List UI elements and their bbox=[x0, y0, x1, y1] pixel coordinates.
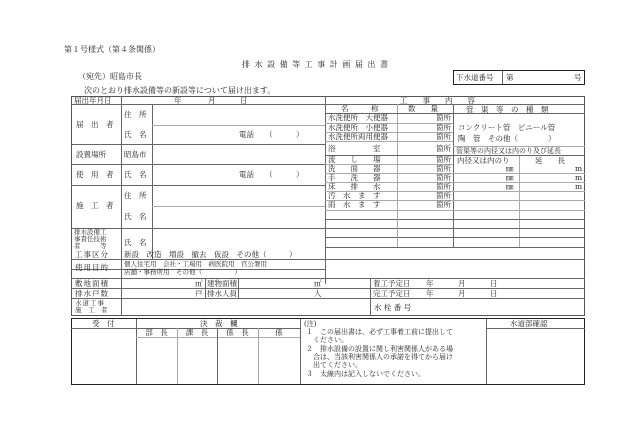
note-3: ３ 太線内は記入しないでください。 bbox=[306, 370, 425, 378]
fixture-unit: 箇所 bbox=[436, 144, 451, 153]
building-area-label: 建物面積 bbox=[207, 279, 237, 288]
form-number: 第１号様式（第４条関係） bbox=[64, 45, 160, 54]
households-unit: 戸 bbox=[195, 289, 203, 298]
site-area-label: 敷地面積 bbox=[75, 279, 109, 288]
col-name: 名 称 bbox=[341, 104, 379, 113]
fixture-name: 手 洗 器 bbox=[328, 173, 381, 182]
intro-text: 次のとおり排水設備等の新設等について届け出ます。 bbox=[84, 86, 276, 95]
addressee: （宛先）昭島市長 bbox=[78, 72, 142, 81]
fixture-qty-input[interactable] bbox=[398, 182, 434, 191]
page-title: 排 水 設 備 等 工 事 計 画 届 出 書 bbox=[242, 60, 389, 69]
fixture-unit: 箇所 bbox=[436, 132, 451, 141]
col-qty: 数 量 bbox=[408, 104, 438, 113]
fixture-name: 流 し 場 bbox=[328, 155, 381, 164]
paren-close: ） bbox=[296, 130, 304, 139]
fixture-name: 汚 水 ま す bbox=[328, 191, 381, 200]
paren-open: （ bbox=[265, 130, 273, 139]
approver-section-head: 課 長 bbox=[185, 328, 209, 337]
fixture-qty-input[interactable] bbox=[398, 123, 434, 132]
fixture-name: 水洗便所 大便器 bbox=[328, 113, 388, 122]
purpose-label: 使用目的 bbox=[75, 263, 109, 272]
col-pipe-type: 管 渠 等 の 種 類 bbox=[466, 105, 549, 114]
engineer-label-1: 排水設備工 bbox=[74, 228, 107, 236]
approver-staff: 係 bbox=[275, 328, 283, 337]
applicant-name-label: 氏 名 bbox=[124, 130, 147, 139]
fixture-qty-input[interactable] bbox=[398, 132, 434, 141]
engineer-label-3: 者 等 bbox=[74, 242, 107, 250]
note-2c: 出てください。 bbox=[306, 361, 362, 369]
fixture-name: 雨 水 ま す bbox=[328, 200, 381, 209]
note-2a: ２ 排水設備の設置に関し利害関係人がある場 bbox=[306, 345, 453, 353]
start-month[interactable]: 月 bbox=[458, 279, 466, 288]
fixture-qty-input[interactable] bbox=[398, 173, 434, 182]
persons-label: 排水人員 bbox=[207, 289, 237, 298]
date-label: 届出年月日 bbox=[74, 96, 112, 105]
sewer-number-suffix: 号 bbox=[574, 73, 582, 82]
pipe-types-1[interactable]: コンクリート管 ビニール管 bbox=[458, 123, 556, 132]
water-dept-label: 水道部確認 bbox=[510, 319, 548, 328]
end-month[interactable]: 月 bbox=[458, 289, 466, 298]
unit-m: m bbox=[575, 164, 583, 173]
work-type-options[interactable]: 新設 改造 増設 撤去 仮設 その他（ ） bbox=[124, 250, 297, 259]
date-month[interactable]: 月 bbox=[208, 96, 216, 105]
fixture-unit: 箇所 bbox=[436, 123, 451, 132]
col-length: 延 長 bbox=[535, 156, 565, 165]
approver-dept-head: 部 長 bbox=[145, 328, 168, 337]
contractor-address-label: 住 所 bbox=[124, 191, 147, 200]
paren-close: ） bbox=[296, 170, 304, 179]
pipe-types-2[interactable]: 陶 管 その他（ ） bbox=[458, 134, 556, 143]
fixture-name: 床 排 水 bbox=[328, 182, 381, 191]
engineer-label-2: 事責任技術 bbox=[74, 235, 107, 243]
unit-m: m bbox=[575, 173, 583, 182]
building-area-unit: ㎡ bbox=[314, 279, 322, 288]
date-year[interactable]: 年 bbox=[174, 96, 182, 105]
start-year[interactable]: 年 bbox=[426, 279, 434, 288]
approver-chief: 係 長 bbox=[226, 328, 249, 337]
persons-unit: 人 bbox=[314, 289, 322, 298]
start-day[interactable]: 日 bbox=[490, 279, 498, 288]
applicant-label: 届 出 者 bbox=[76, 120, 114, 129]
notes-title: (注) bbox=[304, 320, 317, 328]
date-day[interactable]: 日 bbox=[240, 96, 248, 105]
unit-mm: ㎜ bbox=[506, 164, 514, 173]
unit-m: m bbox=[575, 182, 583, 191]
fixture-name: 浴 室 bbox=[328, 144, 381, 153]
diameter-header: 管渠等の内径又は内のり及び延長 bbox=[456, 147, 561, 155]
contractor-name-label: 氏 名 bbox=[124, 212, 147, 221]
fixture-name: 洗 面 器 bbox=[328, 164, 381, 173]
start-date-label: 着工予定日 bbox=[373, 279, 411, 288]
sewer-number-label: 下水道番号 bbox=[456, 73, 494, 82]
unit-mm: ㎜ bbox=[506, 182, 514, 191]
fixture-unit: 箇所 bbox=[436, 173, 451, 182]
fixture-qty-input[interactable] bbox=[398, 191, 434, 200]
fixture-qty-input[interactable] bbox=[398, 144, 434, 155]
fixture-unit: 箇所 bbox=[436, 164, 451, 173]
contractor-label: 施 工 者 bbox=[76, 201, 114, 210]
location-label: 設置場所 bbox=[76, 150, 106, 159]
fixture-name: 水洗便所 小便器 bbox=[328, 123, 388, 132]
col-diameter: 内径又は内のり bbox=[457, 156, 510, 165]
water-contractor-label-1: 水道工事 bbox=[75, 299, 105, 307]
fixture-qty-input[interactable] bbox=[398, 164, 434, 173]
fixture-qty-input[interactable] bbox=[398, 113, 434, 123]
fixture-unit: 箇所 bbox=[436, 155, 451, 164]
note-1a: １ この届出書は、必ず工事着工前に提出して bbox=[306, 328, 453, 336]
user-name-label: 氏 名 bbox=[124, 170, 147, 179]
end-date-label: 完工予定日 bbox=[373, 289, 411, 298]
fixture-name: 水洗便所両用便器 bbox=[328, 132, 388, 141]
receipt-label: 受 付 bbox=[92, 319, 115, 328]
sewer-number-prefix[interactable]: 第 bbox=[506, 73, 514, 82]
fixture-qty-input[interactable] bbox=[398, 155, 434, 164]
fixture-unit: 箇所 bbox=[436, 200, 451, 209]
fixture-unit: 箇所 bbox=[436, 113, 451, 122]
applicant-address-label: 住 所 bbox=[124, 110, 147, 119]
unit-mm: ㎜ bbox=[506, 173, 514, 182]
water-contractor-label-2: 施 工 者 bbox=[75, 306, 108, 314]
end-year[interactable]: 年 bbox=[426, 289, 434, 298]
work-type-label: 工事区分 bbox=[75, 250, 109, 259]
households-label: 排水戸数 bbox=[75, 289, 109, 298]
purpose-options-2[interactable]: 店舗・事務所用 その他（ ） bbox=[124, 268, 241, 276]
user-phone-label: 電話 bbox=[239, 170, 254, 179]
end-day[interactable]: 日 bbox=[490, 289, 498, 298]
applicant-phone-label: 電話 bbox=[239, 130, 254, 139]
approval-label: 決 裁 欄 bbox=[200, 319, 238, 328]
fixture-qty-input[interactable] bbox=[398, 200, 434, 210]
fixture-unit: 箇所 bbox=[436, 191, 451, 200]
hydrant-number-label: 水 栓 番 号 bbox=[374, 303, 412, 312]
purpose-options-1[interactable]: 個人住宅用 会社・工場用 病医院用 官公署用 bbox=[124, 260, 267, 268]
location-value[interactable]: 昭島市 bbox=[124, 150, 147, 159]
paren-open: （ bbox=[265, 170, 273, 179]
fixture-unit: 箇所 bbox=[436, 182, 451, 191]
note-2b: 合は、当該利害関係人の承諾を得てから届け bbox=[306, 353, 453, 361]
note-1b: ください。 bbox=[306, 336, 348, 344]
site-area-unit: ㎡ bbox=[195, 279, 203, 288]
work-content-header: 工 事 内 容 bbox=[400, 96, 475, 105]
engineer-name-label: 氏 名 bbox=[124, 238, 147, 247]
user-label: 使 用 者 bbox=[76, 170, 114, 179]
